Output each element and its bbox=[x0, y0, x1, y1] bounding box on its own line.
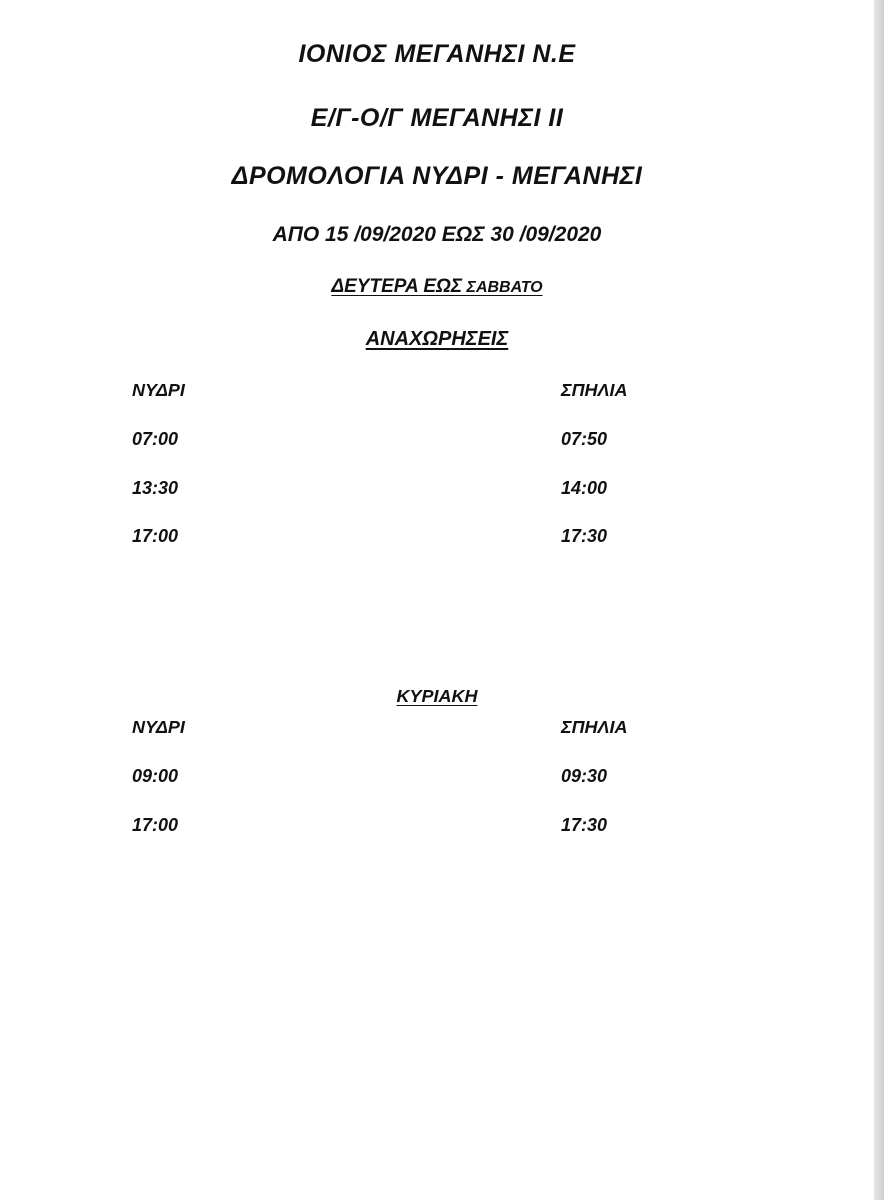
vessel-title: Ε/Γ-Ο/Γ ΜΕΓΑΝΗΣΙ ΙΙ bbox=[310, 104, 564, 132]
sunday-time-nydri: 17:00 bbox=[132, 815, 179, 835]
sunday-time-spilia: 09:30 bbox=[561, 766, 608, 786]
route-title: ΔΡΟΜΟΛΟΓΙΑ ΝΥΔΡΙ - ΜΕΓΑΝΗΣΙ bbox=[231, 162, 643, 190]
page-edge-shadow bbox=[874, 0, 884, 1200]
weekdays-time-spilia: 17:30 bbox=[561, 526, 608, 546]
weekdays-time-nydri: 07:00 bbox=[132, 429, 179, 449]
weekdays-time-spilia: 07:50 bbox=[561, 429, 608, 449]
weekdays-heading bbox=[0, 276, 874, 298]
weekdays-time-spilia: 14:00 bbox=[561, 478, 608, 498]
sunday-column-header-spilia: ΣΠΗΛΙΑ bbox=[561, 717, 628, 737]
weekdays-time-nydri: 13:30 bbox=[132, 478, 179, 498]
sunday-heading: ΚΥΡΙΑΚΗ bbox=[396, 686, 478, 706]
sunday-time-spilia: 17:30 bbox=[561, 815, 608, 835]
weekdays-heading-main: ΔΕΥΤΕΡΑ ΕΩΣ bbox=[331, 276, 463, 297]
company-title: ΙΟΝΙΟΣ ΜΕΓΑΝΗΣΙ Ν.Ε bbox=[298, 40, 576, 68]
weekdays-column-header-spilia: ΣΠΗΛΙΑ bbox=[561, 380, 628, 400]
period-line: ΑΠΟ 15 /09/2020 ΕΩΣ 30 /09/2020 bbox=[272, 223, 602, 246]
weekdays-heading-small: ΣΑΒΒΑΤΟ bbox=[466, 279, 543, 296]
departures-heading: ΑΝΑΧΩΡΗΣΕΙΣ bbox=[365, 328, 509, 350]
sunday-time-nydri: 09:00 bbox=[132, 766, 179, 786]
weekdays-column-header-nydri: ΝΥΔΡΙ bbox=[132, 380, 185, 400]
sunday-column-header-nydri: ΝΥΔΡΙ bbox=[132, 717, 185, 737]
weekdays-time-nydri: 17:00 bbox=[132, 526, 179, 546]
